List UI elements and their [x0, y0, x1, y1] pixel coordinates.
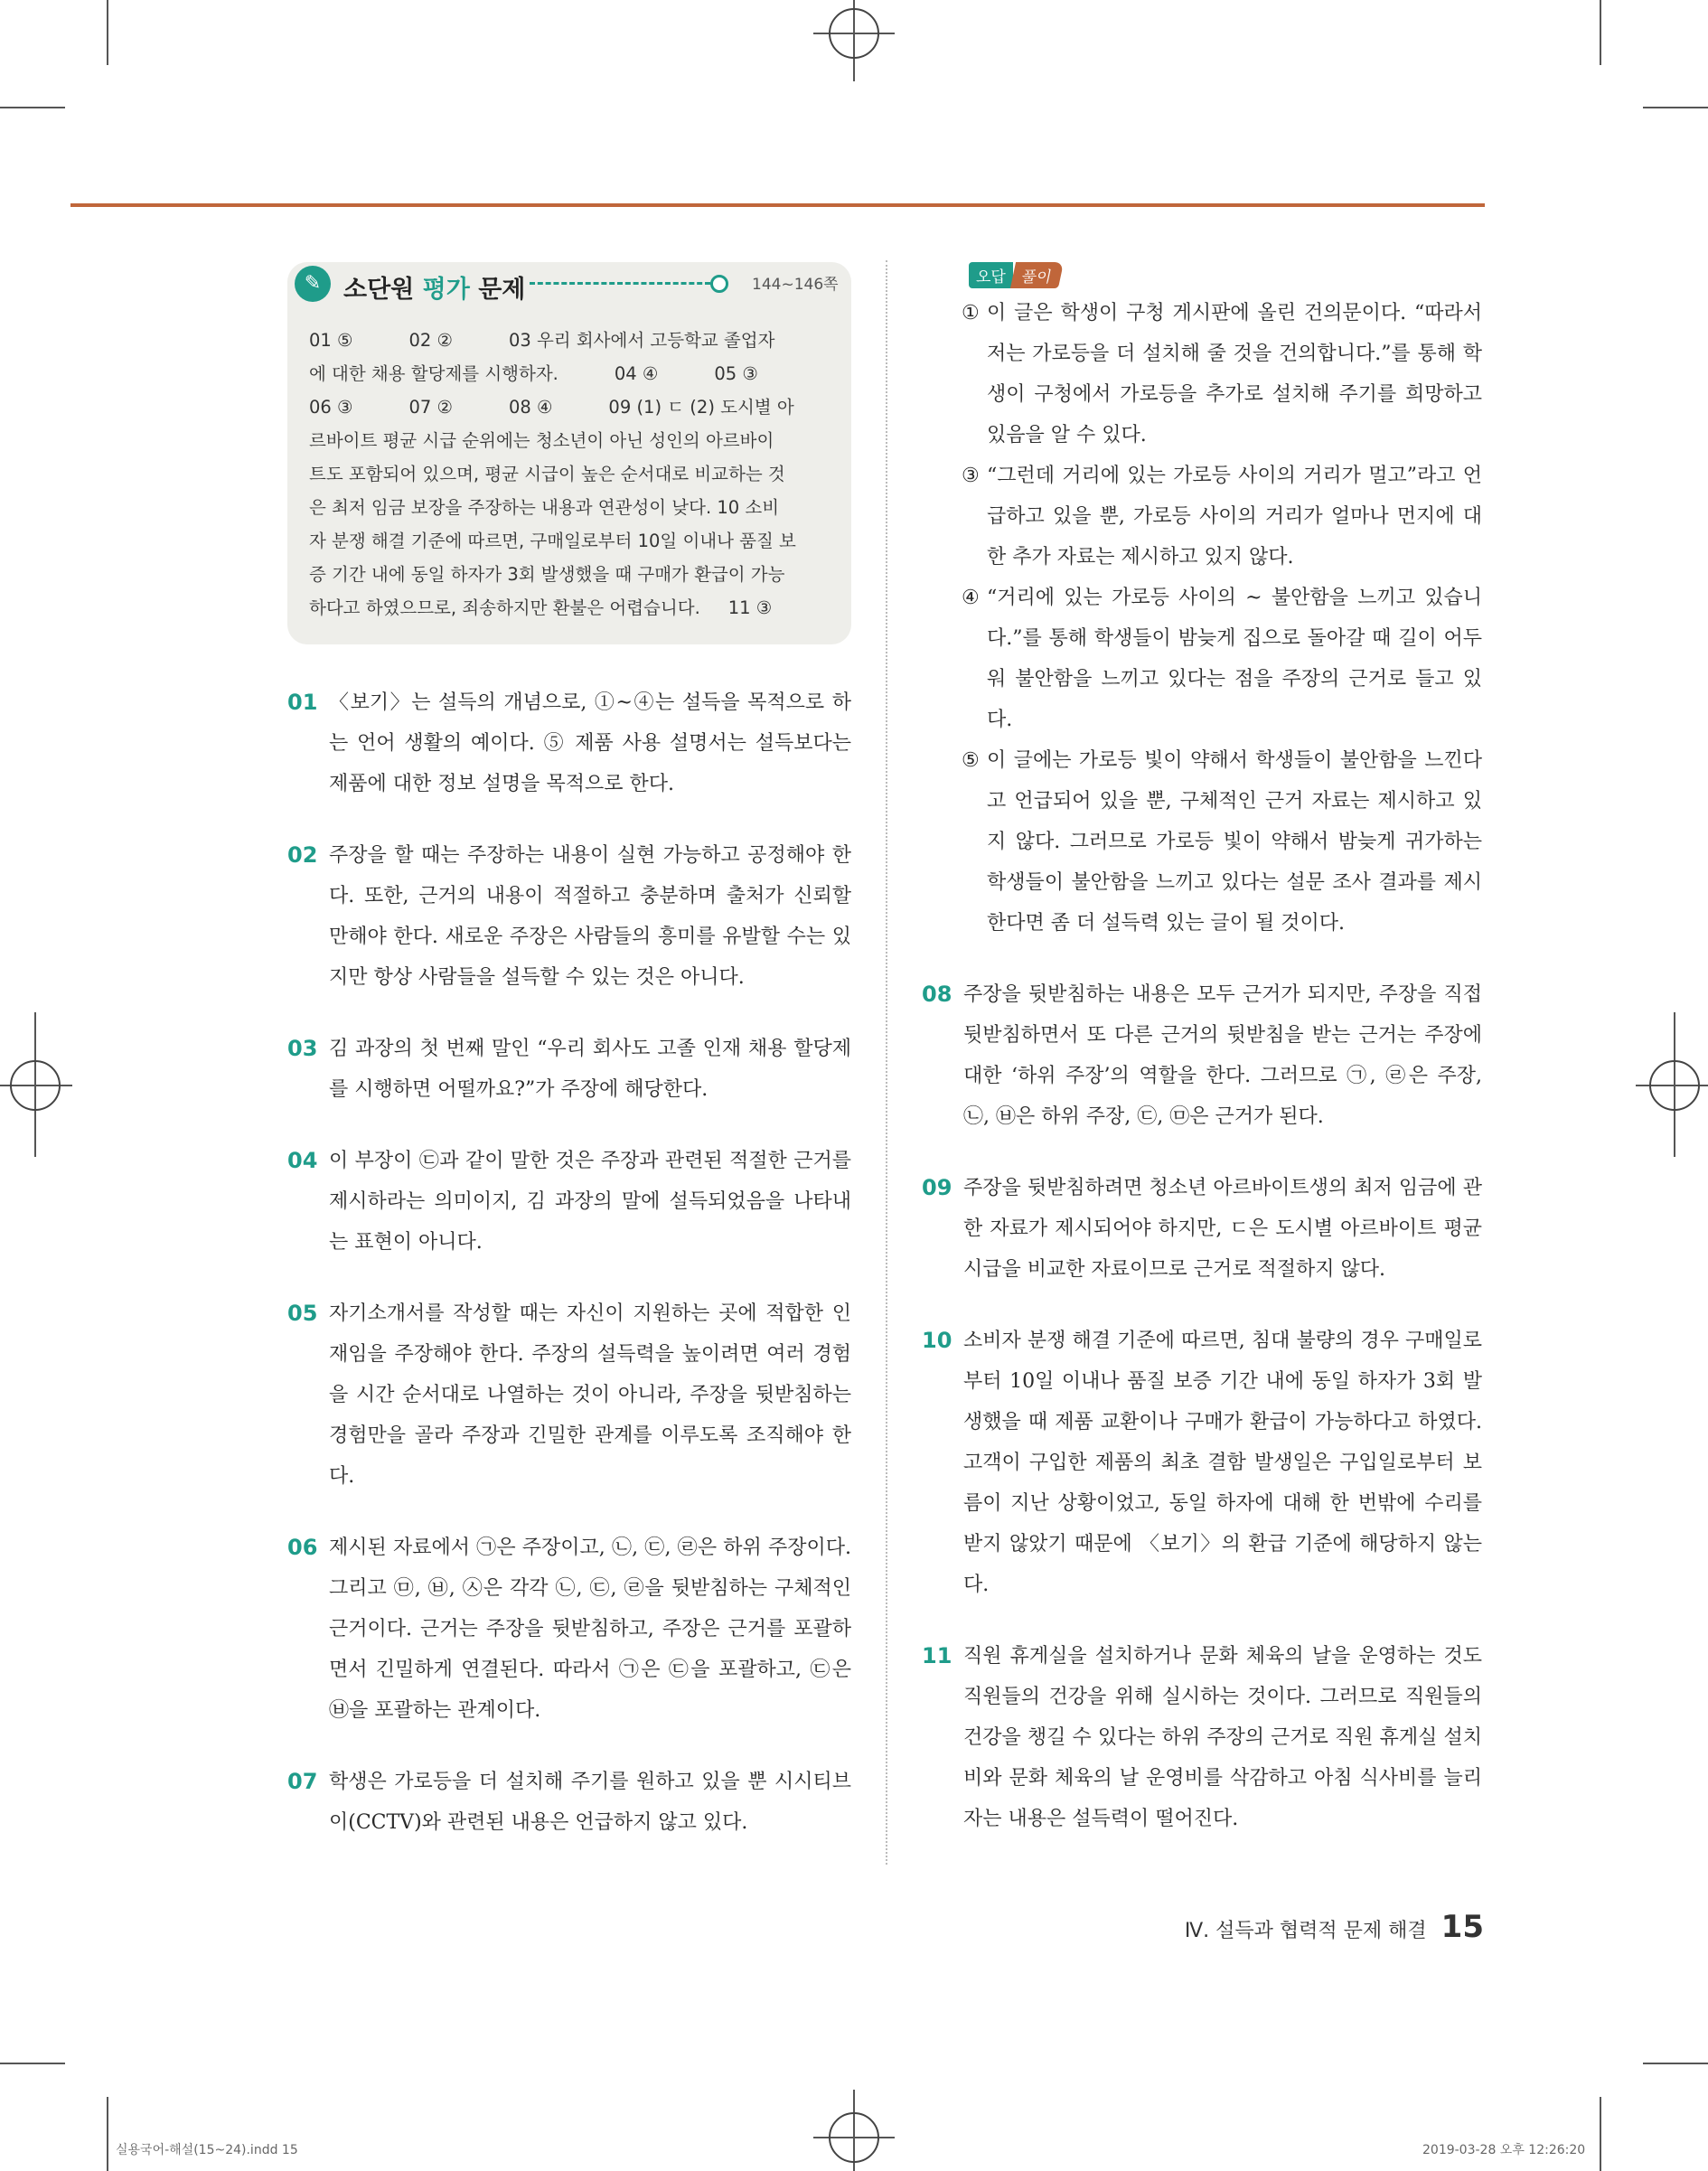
answer-line: 하다고 하였으므로, 죄송하지만 환불은 어렵습니다. 11 ③: [309, 597, 773, 618]
registration-mark: [10, 1060, 61, 1111]
item-number: 05: [287, 1301, 318, 1326]
registration-mark: [829, 2112, 879, 2163]
option-number: ①: [962, 302, 980, 324]
crop-mark: [1643, 2063, 1708, 2064]
option-explanation: [922, 456, 1482, 578]
registration-mark: [1649, 1060, 1700, 1111]
explanation-item: [287, 835, 851, 998]
registration-mark: [829, 8, 879, 59]
explanation-item: [922, 974, 1482, 1137]
explanation-item: [287, 1029, 851, 1110]
explanation-item: [287, 1527, 851, 1731]
explanation-item: [287, 1762, 851, 1843]
tag-pul-i: 풀이: [1010, 262, 1064, 288]
page-number: 15: [1441, 1909, 1484, 1945]
item-number: 08: [922, 982, 953, 1007]
explanation-item: [287, 682, 851, 804]
summary-header: [287, 262, 851, 316]
item-number: 01: [287, 690, 318, 715]
option-text: “그런데 거리에 있는 가로등 사이의 거리가 멀고”라고 언급하고 있을 뿐, 가로등 사이의 거리가 얼마나 먼지에 대한 추가 자료는 제시하고 있지 않다.: [987, 465, 1482, 569]
summary-title: 소단원 평가 문제: [343, 276, 526, 304]
explanation-item: [287, 1293, 851, 1497]
dashed-line: [530, 282, 710, 297]
option-text: 이 글에는 가로등 빛이 약해서 학생들이 불안함을 느낀다고 언급되어 있을 뿐, 구체적인 근거 자료는 제시하고 있지 않다. 그러므로 가로등 빛이 약해서 밤늦게 귀가하는 학생들이 불안함을 느끼고 있다는 설문 조사 결과를 제시한다면 좀 더 설득력 있는 글이 될 것이다.: [987, 749, 1482, 935]
wrong-answer-tag: [922, 262, 1482, 293]
page-footer: [1185, 1909, 1484, 1945]
answer-line: 은 최저 임금 보장을 주장하는 내용과 연관성이 낮다. 10 소비: [309, 497, 780, 518]
answer-line: 에 대한 채용 할당제를 시행하자. 04 ④ 05 ③: [309, 363, 758, 384]
item-text: 학생은 가로등을 더 설치해 주기를 원하고 있을 뿐 시시티브이(CCTV)와 관련된 내용은 언급하지 않고 있다.: [329, 1771, 851, 1834]
explanation-item: [922, 1636, 1482, 1839]
explanation-item: [922, 1168, 1482, 1290]
explanation-item: [287, 1141, 851, 1263]
item-text: 제시된 자료에서 ㉠은 주장이고, ㉡, ㉢, ㉣은 하위 주장이다. 그리고 ㉤, ㉥, ㉦은 각각 ㉡, ㉢, ㉣을 뒷받침하는 구체적인 근거이다. 근거는 주장을 뒷받침하고, 주장은 근거를 포괄하면서 긴밀하게 연결된다. 따라서 ㉠은 ㉢을 포괄하고, ㉢은 ㉥을 포괄하는 관계이다.: [329, 1537, 851, 1722]
summary-answer-box: [287, 262, 851, 644]
header-rule: [70, 203, 1485, 207]
item-number: 09: [922, 1175, 953, 1200]
pencil-note-icon: ✎: [295, 266, 331, 302]
item-number: 04: [287, 1148, 318, 1173]
item-text: 주장을 뒷받침하려면 청소년 아르바이트생의 최저 임금에 관한 자료가 제시되어야 하지만, ㄷ은 도시별 아르바이트 평균 시급을 비교한 자료이므로 근거로 적절하지 않다.: [963, 1177, 1482, 1281]
left-column: [287, 262, 851, 1843]
item-text: 김 과장의 첫 번째 말인 “우리 회사도 고졸 인재 채용 할당제를 시행하면 어떨까요?”가 주장에 해당한다.: [329, 1038, 851, 1101]
crop-mark: [0, 107, 65, 108]
option-text: 이 글은 학생이 구청 게시판에 올린 건의문이다. “따라서 저는 가로등을 더 설치해 줄 것을 건의합니다.”를 통해 학생이 구청에서 가로등을 추가로 설치해 주기를 희망하고 있음을 알 수 있다.: [987, 302, 1482, 446]
item-number: 06: [287, 1535, 318, 1560]
item-number: 03: [287, 1036, 318, 1061]
column-divider: [886, 260, 887, 1865]
item-text: 주장을 할 때는 주장하는 내용이 실현 가능하고 공정해야 한다. 또한, 근거의 내용이 적절하고 충분하며 출처가 신뢰할 만해야 한다. 새로운 주장은 사람들의 흥미를 유발할 수는 있지만 항상 사람들을 설득할 수 있는 것은 아니다.: [329, 844, 851, 989]
item-text: 직원 휴게실을 설치하거나 문화 체육의 날을 운영하는 것도 직원들의 건강을 위해 실시하는 것이다. 그러므로 직원들의 건강을 챙길 수 있다는 하위 주장의 근거로 직원 휴게실 설치비와 문화 체육의 날 운영비를 삭감하고 아침 식사비를 늘리자는 내용은 설득력이 떨어진다.: [963, 1645, 1482, 1830]
crop-mark: [107, 0, 108, 65]
section-title: Ⅳ. 설득과 협력적 문제 해결: [1184, 1920, 1427, 1942]
answer-list: [309, 324, 831, 625]
option-explanation: [922, 578, 1482, 740]
answer-line: 트도 포함되어 있으며, 평균 시급이 높은 순서대로 비교하는 것: [309, 464, 785, 484]
option-text: “거리에 있는 가로등 사이의 ~ 불안함을 느끼고 있습니다.”를 통해 학생들이 밤늦게 집으로 돌아갈 때 길이 어두워 불안함을 느끼고 있다는 점을 주장의 근거로 들고 있다.: [987, 587, 1482, 731]
print-slug-date: 2019-03-28 오후 12:26:20: [1422, 2143, 1586, 2157]
item-text: 주장을 뒷받침하는 내용은 모두 근거가 되지만, 주장을 직접 뒷받침하면서 또 다른 근거의 뒷받침을 받는 근거는 주장에 대한 ‘하위 주장’의 역할을 한다. 그러므로 ㉠, ㉣은 주장, ㉡, ㉥은 하위 주장, ㉢, ㉤은 근거가 된다.: [963, 983, 1482, 1128]
option-number: ④: [962, 587, 980, 609]
explanation-item: [922, 1320, 1482, 1605]
answer-line: 증 기간 내에 동일 하자가 3회 발생했을 때 구매가 환급이 가능: [309, 564, 785, 585]
crop-mark: [1643, 107, 1708, 108]
item-text: 이 부장이 ㉢과 같이 말한 것은 주장과 관련된 적절한 근거를 제시하라는 의미이지, 김 과장의 말에 설득되었음을 나타내는 표현이 아니다.: [329, 1150, 851, 1254]
item-number: 10: [922, 1328, 953, 1353]
item-text: 소비자 분쟁 해결 기준에 따르면, 침대 불량의 경우 구매일로부터 10일 이내나 품질 보증 기간 내에 동일 하자가 3회 발생했을 때 제품 교환이나 구매가 환급이 가능하다고 하였다. 고객이 구입한 제품의 최초 결함 발생일은 구입일로부터 보름이 지난 상황이었고, 동일 하자에 대해 한 번밖에 수리를 받지 않았기 때문에 〈보기〉의 환급 기준에 해당하지 않는다.: [963, 1330, 1482, 1596]
page-range: 144~146쪽: [752, 276, 839, 294]
print-slug-file: 실용국어-해설(15~24).indd 15: [116, 2143, 298, 2157]
option-explanation: [922, 740, 1482, 944]
answer-line: 자 분쟁 해결 기준에 따르면, 구매일로부터 10일 이내나 품질 보: [309, 531, 796, 551]
item-number: 11: [922, 1643, 953, 1668]
option-number: ③: [962, 465, 980, 487]
item-number: 07: [287, 1769, 318, 1794]
option-explanation: [922, 293, 1482, 456]
tag-odap: 오답: [969, 262, 1013, 288]
answer-line: 01 ⑤ 02 ② 03 우리 회사에서 고등학교 졸업자: [309, 330, 775, 351]
crop-mark: [0, 2063, 65, 2064]
crop-mark: [107, 2097, 108, 2171]
right-column: [922, 262, 1482, 1839]
item-text: 자기소개서를 작성할 때는 자신이 지원하는 곳에 적합한 인재임을 주장해야 한다. 주장의 설득력을 높이려면 여러 경험을 시간 순서대로 나열하는 것이 아니라, 주장을 뒷받침하는 경험만을 골라 주장과 긴밀한 관계를 이루도록 조직해야 한다.: [329, 1302, 851, 1488]
answer-line: 06 ③ 07 ② 08 ④ 09 (1) ㄷ (2) 도시별 아: [309, 397, 794, 418]
answer-line: 르바이트 평균 시급 순위에는 청소년이 아닌 성인의 아르바이: [309, 430, 774, 451]
crop-mark: [1600, 0, 1601, 65]
item-text: 〈보기〉는 설득의 개념으로, ①~④는 설득을 목적으로 하는 언어 생활의 예이다. ⑤ 제품 사용 설명서는 설득보다는 제품에 대한 정보 설명을 목적으로 한다.: [329, 691, 851, 795]
crop-mark: [1600, 2097, 1601, 2171]
line-end-dot: [710, 275, 728, 293]
item-number: 02: [287, 842, 318, 868]
option-number: ⑤: [962, 749, 980, 772]
